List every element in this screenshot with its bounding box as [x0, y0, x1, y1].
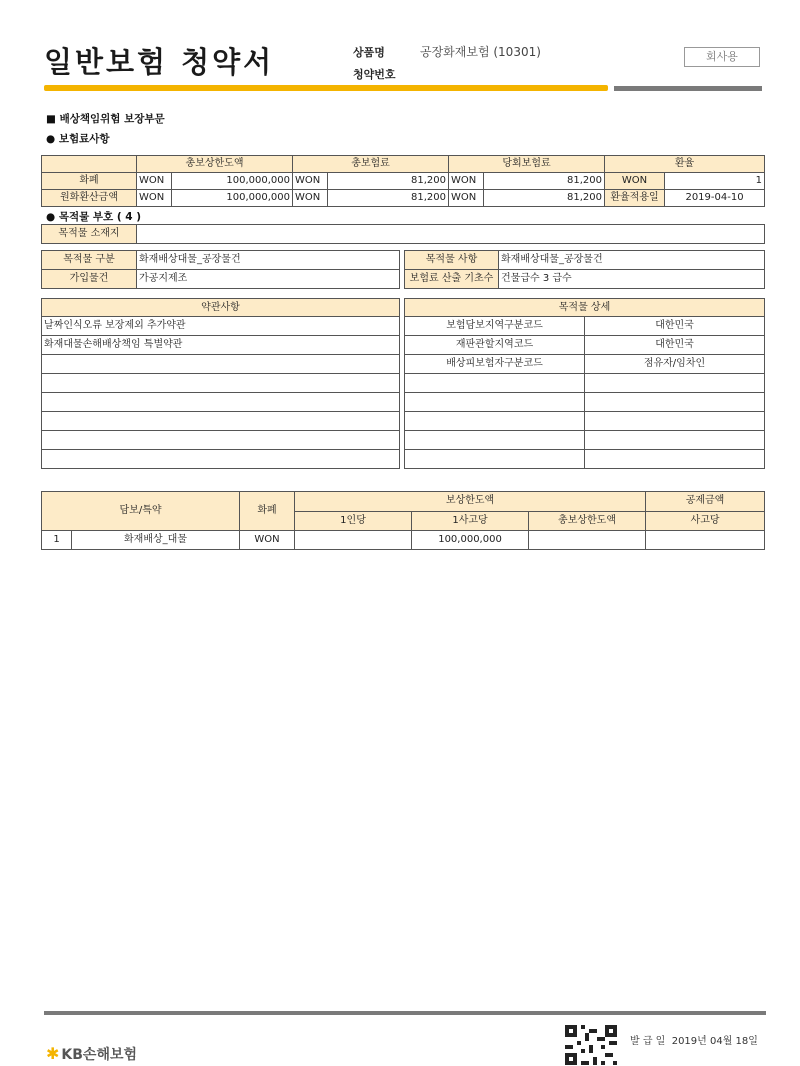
table-cell: 81,200 — [484, 173, 605, 190]
header-current-premium: 당회보험료 — [449, 156, 605, 173]
company-logo-text: KB손해보험 — [61, 1047, 138, 1063]
deduct-value — [646, 531, 765, 550]
clause-item — [42, 355, 400, 374]
table-cell: 2019-04-10 — [665, 190, 765, 207]
table-row — [405, 450, 765, 469]
detail-key — [405, 374, 585, 393]
detail-key: 재판관할지역코드 — [405, 336, 585, 355]
coverage-header: 담보/특약 — [42, 492, 240, 531]
object-type-label: 목적물 구분 — [42, 251, 137, 270]
header-accent-bar — [44, 85, 608, 91]
detail-value — [585, 412, 765, 431]
deduct-header: 공제금액 — [646, 492, 765, 512]
object-right-table — [404, 250, 765, 289]
table-cell: 100,000,000 — [172, 173, 293, 190]
clause-item — [42, 412, 400, 431]
clause-item: 날짜인식오류 보장제외 추가약관 — [42, 317, 400, 336]
table-cell: 81,200 — [328, 190, 449, 207]
table-cell: WON — [605, 173, 665, 190]
detail-key — [405, 393, 585, 412]
product-value: 공장화재보험 (10301) — [420, 45, 541, 59]
limit-header: 보상한도액 — [295, 492, 646, 512]
detail-key — [405, 431, 585, 450]
row-number: 1 — [42, 531, 72, 550]
location-label: 목적물 소재지 — [42, 225, 137, 244]
clause-item: 화재대물손해배상책임 특별약관 — [42, 336, 400, 355]
coverage-name: 화재배상_대물 — [72, 531, 240, 550]
total-limit-header: 총보상한도액 — [529, 511, 646, 531]
detail-key: 배상피보험자구분코드 — [405, 355, 585, 374]
location-value — [137, 225, 765, 244]
header-total-premium: 총보험료 — [293, 156, 449, 173]
premium-section-title: ● 보험료사항 — [46, 133, 110, 145]
object-left-table — [41, 250, 400, 289]
issue-date-value: 2019년 04월 18일 — [671, 1036, 758, 1047]
clauses-title: 약관사항 — [42, 299, 400, 317]
table-row — [42, 531, 765, 550]
table-cell: 81,200 — [328, 173, 449, 190]
table-row — [405, 374, 765, 393]
table-row — [42, 173, 765, 190]
clause-item — [42, 431, 400, 450]
table-cell: WON — [293, 190, 328, 207]
table-cell: WON — [137, 190, 172, 207]
premium-basis-value: 건물급수 3 급수 — [499, 270, 765, 289]
table-cell: 환율적용일 — [605, 190, 665, 207]
table-cell: 81,200 — [484, 190, 605, 207]
object-item-label: 목적물 사항 — [405, 251, 499, 270]
document-title: 일반보험 청약서 — [44, 45, 275, 79]
per-accident-value: 100,000,000 — [412, 531, 529, 550]
premium-table — [41, 155, 765, 207]
details-table — [404, 298, 765, 469]
detail-value: 대한민국 — [585, 317, 765, 336]
kb-star-icon: ✱ — [46, 1044, 60, 1063]
table-cell: WON — [449, 173, 484, 190]
table-row — [405, 355, 765, 374]
table-cell: WON — [137, 173, 172, 190]
coverage-currency: WON — [240, 531, 295, 550]
location-table — [41, 224, 765, 244]
clause-item — [42, 374, 400, 393]
issue-date-label: 발 급 일 — [630, 1036, 666, 1047]
table-cell: WON — [449, 190, 484, 207]
detail-value — [585, 450, 765, 469]
table-row — [405, 412, 765, 431]
detail-value: 대한민국 — [585, 336, 765, 355]
detail-key: 보험담보지역구분코드 — [405, 317, 585, 336]
clauses-table — [41, 298, 400, 469]
detail-key — [405, 450, 585, 469]
row-label-krw-amount: 원화환산금액 — [42, 190, 137, 207]
per-person-value — [295, 531, 412, 550]
contract-number-label: 청약번호 — [353, 68, 396, 81]
table-row — [405, 393, 765, 412]
section-title: ■ 배상책임위험 보장부문 — [46, 113, 165, 125]
join-item-label: 가입물건 — [42, 270, 137, 289]
header-gray-bar — [614, 86, 762, 91]
currency-header: 화폐 — [240, 492, 295, 531]
table-cell: WON — [293, 173, 328, 190]
coverage-table — [41, 491, 765, 550]
detail-key — [405, 412, 585, 431]
clause-item — [42, 450, 400, 469]
issue-date — [630, 1032, 758, 1047]
detail-value — [585, 431, 765, 450]
premium-basis-label: 보험료 산출 기초수 — [405, 270, 499, 289]
object-section-title: ● 목적물 부호 ( 4 ) — [46, 211, 142, 223]
join-item-value: 가공지제조 — [137, 270, 400, 289]
row-label-currency: 화폐 — [42, 173, 137, 190]
product-label: 상품명 — [353, 46, 385, 59]
table-row — [405, 336, 765, 355]
total-limit-value — [529, 531, 646, 550]
detail-value — [585, 374, 765, 393]
qr-code-icon — [565, 1024, 617, 1066]
object-type-value: 화재배상대물_공장물건 — [137, 251, 400, 270]
table-row — [405, 317, 765, 336]
table-cell: 1 — [665, 173, 765, 190]
header-total-limit: 총보상한도액 — [137, 156, 293, 173]
table-cell: 100,000,000 — [172, 190, 293, 207]
company-logo — [46, 1044, 137, 1064]
clause-item — [42, 393, 400, 412]
table-row — [405, 431, 765, 450]
deduct-per-accident-header: 사고당 — [646, 511, 765, 531]
header-exchange-rate: 환율 — [605, 156, 765, 173]
details-title: 목적물 상세 — [405, 299, 765, 317]
company-use-box: 회사용 — [684, 47, 760, 67]
table-row — [42, 190, 765, 207]
footer-rule — [44, 1011, 766, 1015]
object-item-value: 화재배상대물_공장물건 — [499, 251, 765, 270]
detail-value: 점유자/임차인 — [585, 355, 765, 374]
detail-value — [585, 393, 765, 412]
per-accident-header: 1사고당 — [412, 511, 529, 531]
premium-header-blank — [42, 156, 137, 173]
per-person-header: 1인당 — [295, 511, 412, 531]
